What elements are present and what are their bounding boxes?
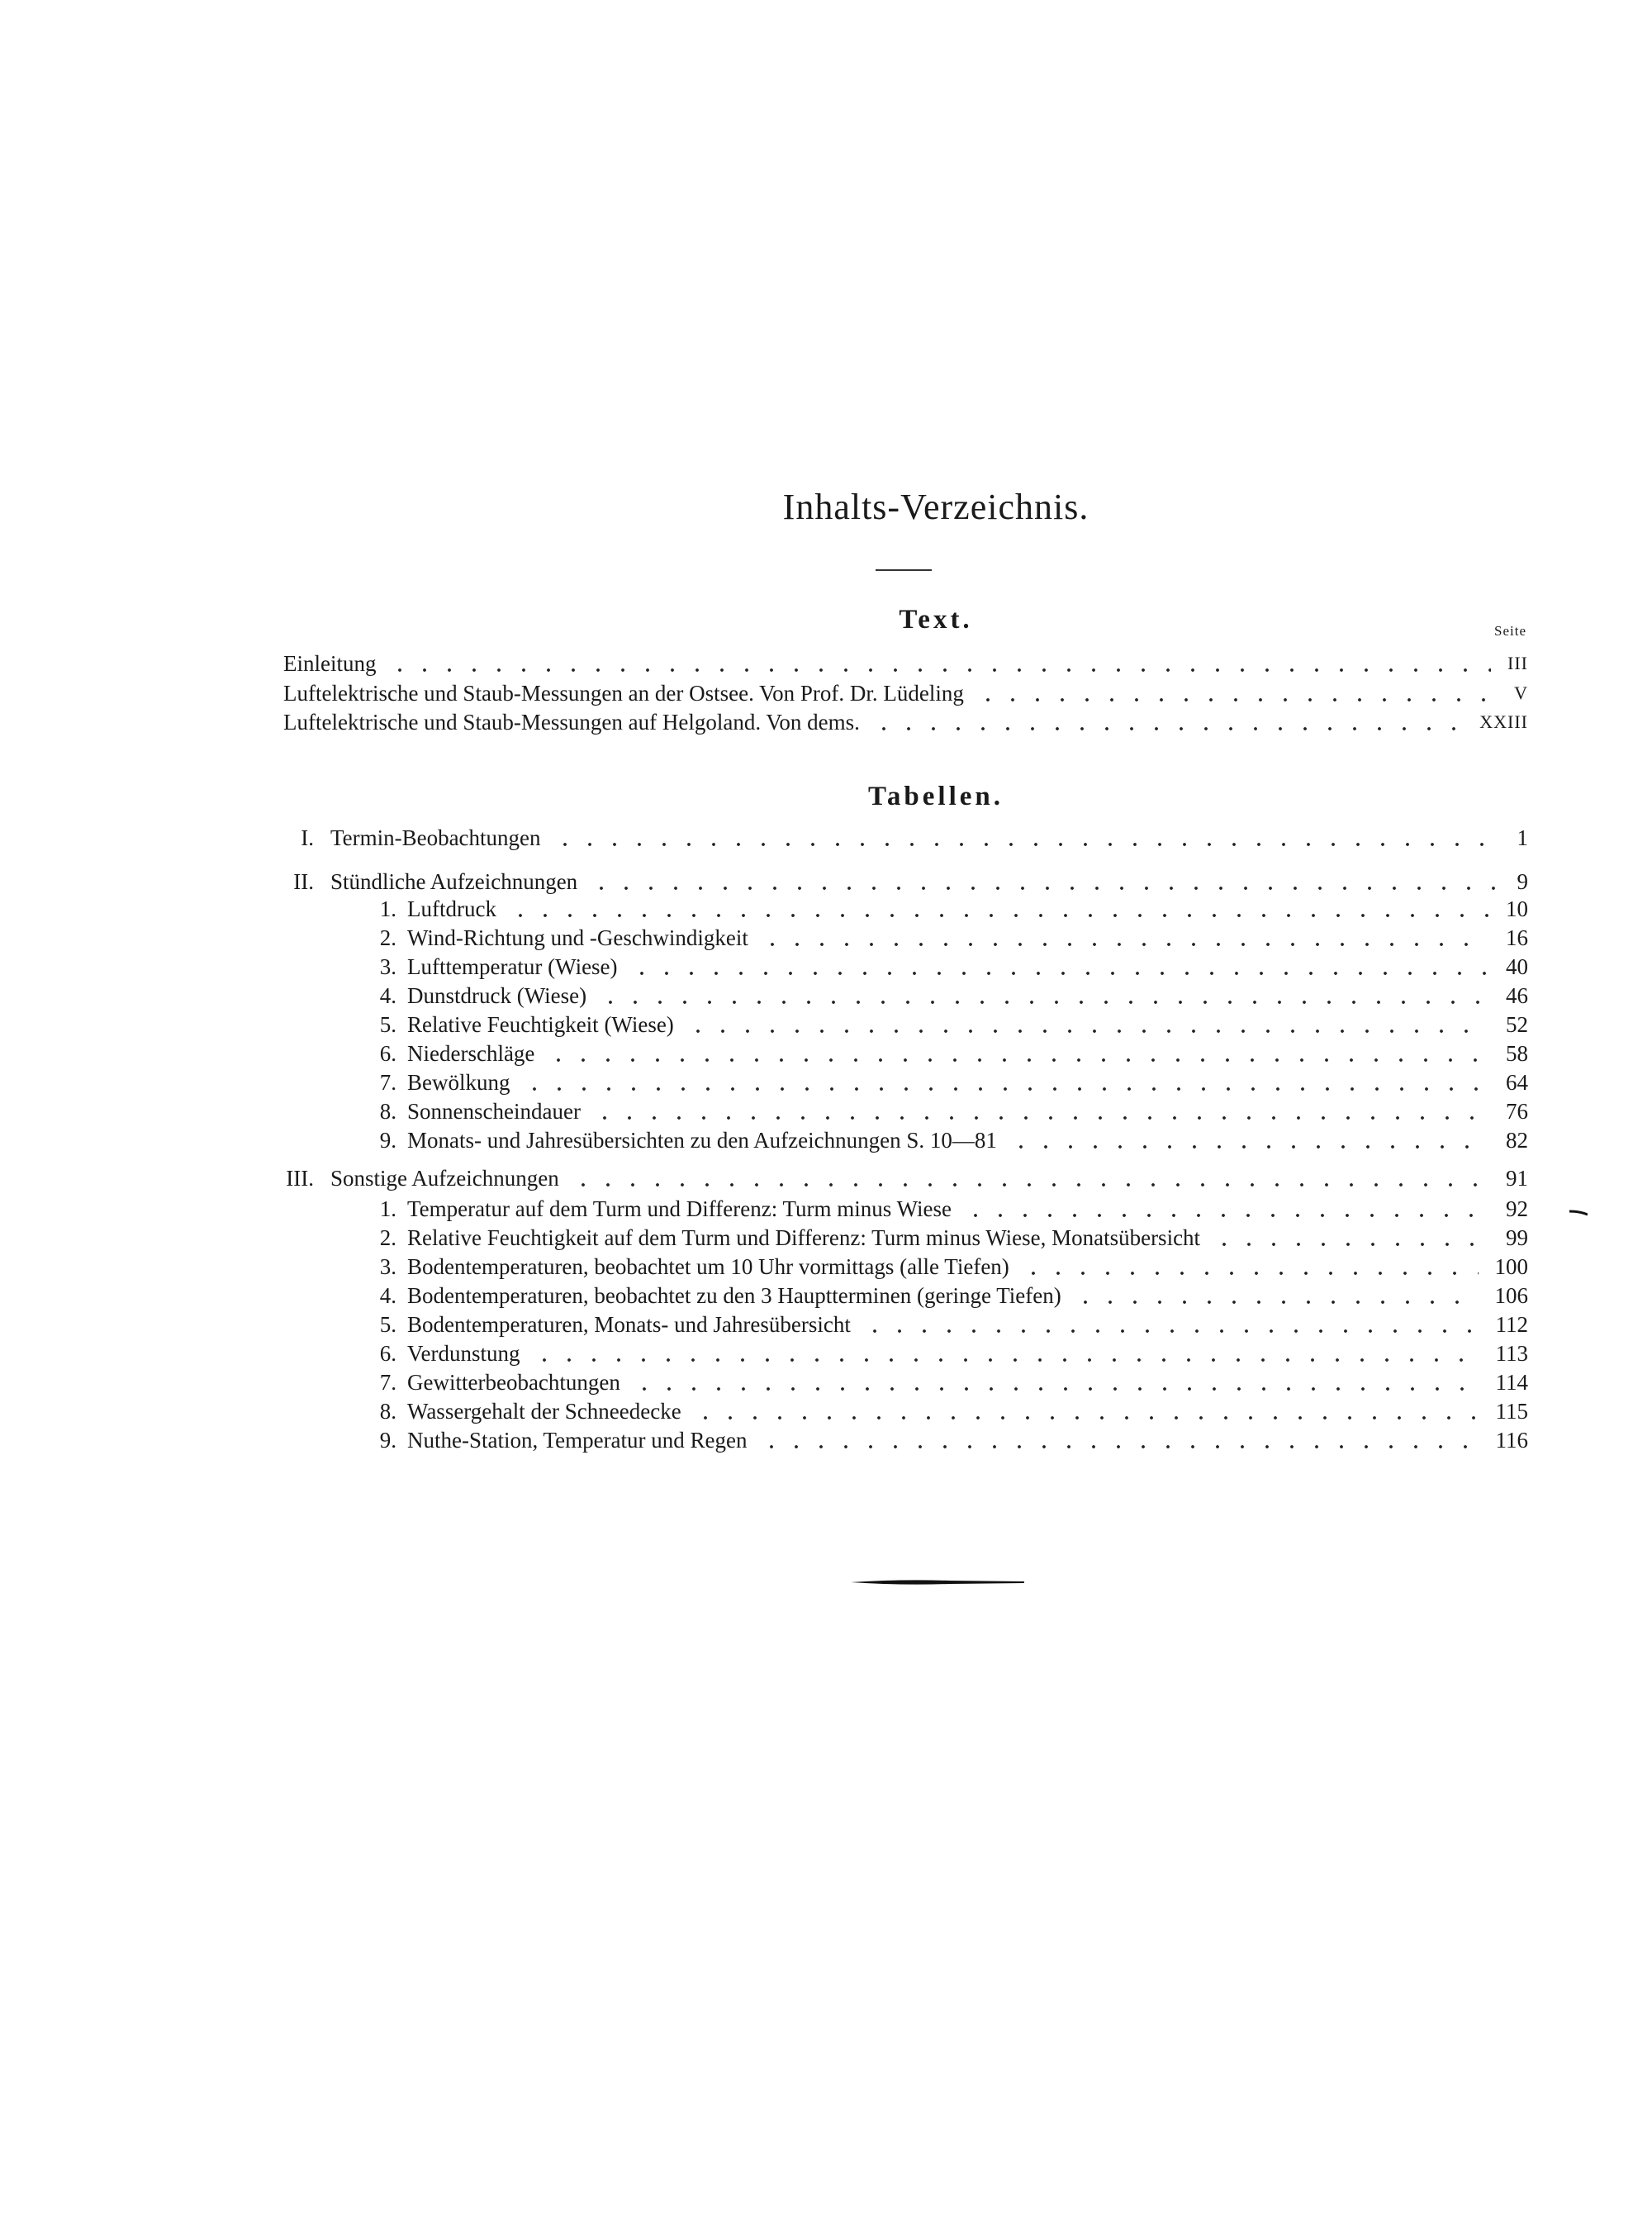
dot-leader	[508, 894, 1489, 924]
page-column-label: Seite	[1494, 623, 1526, 639]
group-page: 9	[1517, 869, 1528, 894]
dot-leader	[1021, 1252, 1479, 1282]
item-title: Bewölkung	[407, 1070, 510, 1095]
item-page: 106	[1494, 1283, 1528, 1308]
group-title: Termin-Beobachtungen	[330, 825, 541, 850]
dot-leader	[598, 981, 1489, 1011]
item-number: 4.	[379, 1283, 396, 1308]
dot-leader	[686, 1010, 1489, 1039]
group-title: Sonstige Aufzeichnungen	[330, 1166, 559, 1191]
dot-leader	[387, 649, 1491, 678]
item-title: Gewitterbeobachtungen	[407, 1370, 620, 1395]
group-page: 91	[1506, 1166, 1528, 1191]
item-page: 52	[1506, 1012, 1528, 1037]
section-heading-text: Text.	[899, 605, 973, 635]
item-number: 8.	[379, 1399, 396, 1424]
item-number: 7.	[379, 1370, 396, 1395]
item-page: 10	[1506, 896, 1528, 921]
item-page: 115	[1495, 1399, 1528, 1424]
item-title: Sonnenscheindauer	[407, 1099, 581, 1124]
item-title: Verdunstung	[407, 1341, 520, 1366]
dot-leader	[1073, 1281, 1479, 1310]
entry-page: XXIII	[1479, 711, 1528, 732]
dot-leader	[546, 1039, 1489, 1068]
item-title: Niederschläge	[407, 1041, 535, 1066]
dot-leader	[532, 1339, 1479, 1368]
dot-leader	[589, 867, 1501, 896]
item-number: 4.	[379, 983, 396, 1008]
group-title: Stündliche Aufzeichnungen	[330, 869, 578, 894]
item-title: Wassergehalt der Schneedecke	[407, 1399, 681, 1424]
item-page: 114	[1495, 1370, 1528, 1395]
item-page: 99	[1506, 1225, 1528, 1250]
dot-leader	[553, 823, 1501, 853]
item-title: Bodentemperaturen, beobachtet um 10 Uhr vormittags (alle Tiefen)	[407, 1254, 1009, 1279]
item-number: 9.	[379, 1428, 396, 1453]
item-number: 1.	[379, 896, 396, 921]
dot-leader	[592, 1096, 1489, 1126]
item-number: 1.	[379, 1196, 396, 1221]
item-number: 6.	[379, 1041, 396, 1066]
dot-leader	[629, 952, 1489, 982]
title-rule	[876, 569, 932, 571]
dot-leader	[862, 1310, 1479, 1339]
dot-leader	[871, 707, 1463, 737]
item-title: Nuthe-Station, Temperatur und Regen	[407, 1428, 748, 1453]
item-title: Temperatur auf dem Turm und Differenz: Turm minus Wiese	[407, 1196, 952, 1221]
item-title: Monats- und Jahresübersichten zu den Aufzeichnungen S. 10—81	[407, 1128, 997, 1153]
item-title: Bodentemperaturen, beobachtet zu den 3 Hauptterminen (geringe Tiefen)	[407, 1283, 1061, 1308]
dot-leader	[632, 1367, 1479, 1397]
dot-leader	[522, 1068, 1489, 1097]
item-page: 100	[1494, 1254, 1528, 1279]
item-page: 76	[1506, 1099, 1528, 1124]
item-number: 2.	[379, 1225, 396, 1250]
item-title: Bodentemperaturen, Monats- und Jahresübersicht	[407, 1312, 851, 1337]
end-ornament	[851, 1579, 1024, 1586]
group-number: II.	[293, 869, 314, 894]
item-page: 82	[1506, 1128, 1528, 1153]
item-number: 9.	[379, 1128, 396, 1153]
item-page: 92	[1506, 1196, 1528, 1221]
item-number: 7.	[379, 1070, 396, 1095]
entry-page: III	[1507, 653, 1528, 673]
entry-title: Luftelektrische und Staub-Messungen auf Helgoland. Von dems.	[283, 710, 860, 735]
item-page: 46	[1506, 983, 1528, 1008]
item-number: 2.	[379, 925, 396, 950]
group-number: III.	[286, 1166, 314, 1191]
item-number: 6.	[379, 1341, 396, 1366]
item-title: Lufttemperatur (Wiese)	[407, 954, 618, 979]
item-title: Relative Feuchtigkeit auf dem Turm und Differenz: Turm minus Wiese, Monatsübersicht	[407, 1225, 1201, 1250]
dot-leader	[1212, 1223, 1489, 1253]
dot-leader	[571, 1163, 1489, 1193]
entry-page: V	[1514, 682, 1528, 703]
entry-title: Einleitung	[283, 651, 377, 676]
item-number: 3.	[379, 1254, 396, 1279]
dot-leader	[759, 1425, 1479, 1455]
entry-title: Luftelektrische und Staub-Messungen an der Ostsee. Von Prof. Dr. Lüdeling	[283, 681, 964, 706]
item-title: Dunstdruck (Wiese)	[407, 983, 587, 1008]
item-number: 8.	[379, 1099, 396, 1124]
item-page: 112	[1495, 1312, 1528, 1337]
item-page: 58	[1506, 1041, 1528, 1066]
item-title: Relative Feuchtigkeit (Wiese)	[407, 1012, 674, 1037]
item-title: Luftdruck	[407, 896, 496, 921]
dot-leader	[760, 923, 1489, 953]
item-page: 64	[1506, 1070, 1528, 1095]
dot-leader	[1009, 1125, 1489, 1155]
item-page: 40	[1506, 954, 1528, 979]
group-number: I.	[301, 825, 314, 850]
item-page: 113	[1495, 1341, 1528, 1366]
item-number: 3.	[379, 954, 396, 979]
item-number: 5.	[379, 1012, 396, 1037]
section-heading-tables: Tabellen.	[867, 782, 1004, 811]
margin-mark	[1569, 1210, 1588, 1216]
page-title: Inhalts-Verzeichnis.	[782, 487, 1089, 527]
dot-leader	[976, 678, 1498, 708]
dot-leader	[963, 1194, 1489, 1224]
dot-leader	[693, 1396, 1479, 1426]
item-page: 116	[1495, 1428, 1528, 1453]
item-title: Wind-Richtung und -Geschwindigkeit	[407, 925, 748, 950]
item-number: 5.	[379, 1312, 396, 1337]
item-page: 16	[1506, 925, 1528, 950]
group-page: 1	[1517, 825, 1528, 850]
